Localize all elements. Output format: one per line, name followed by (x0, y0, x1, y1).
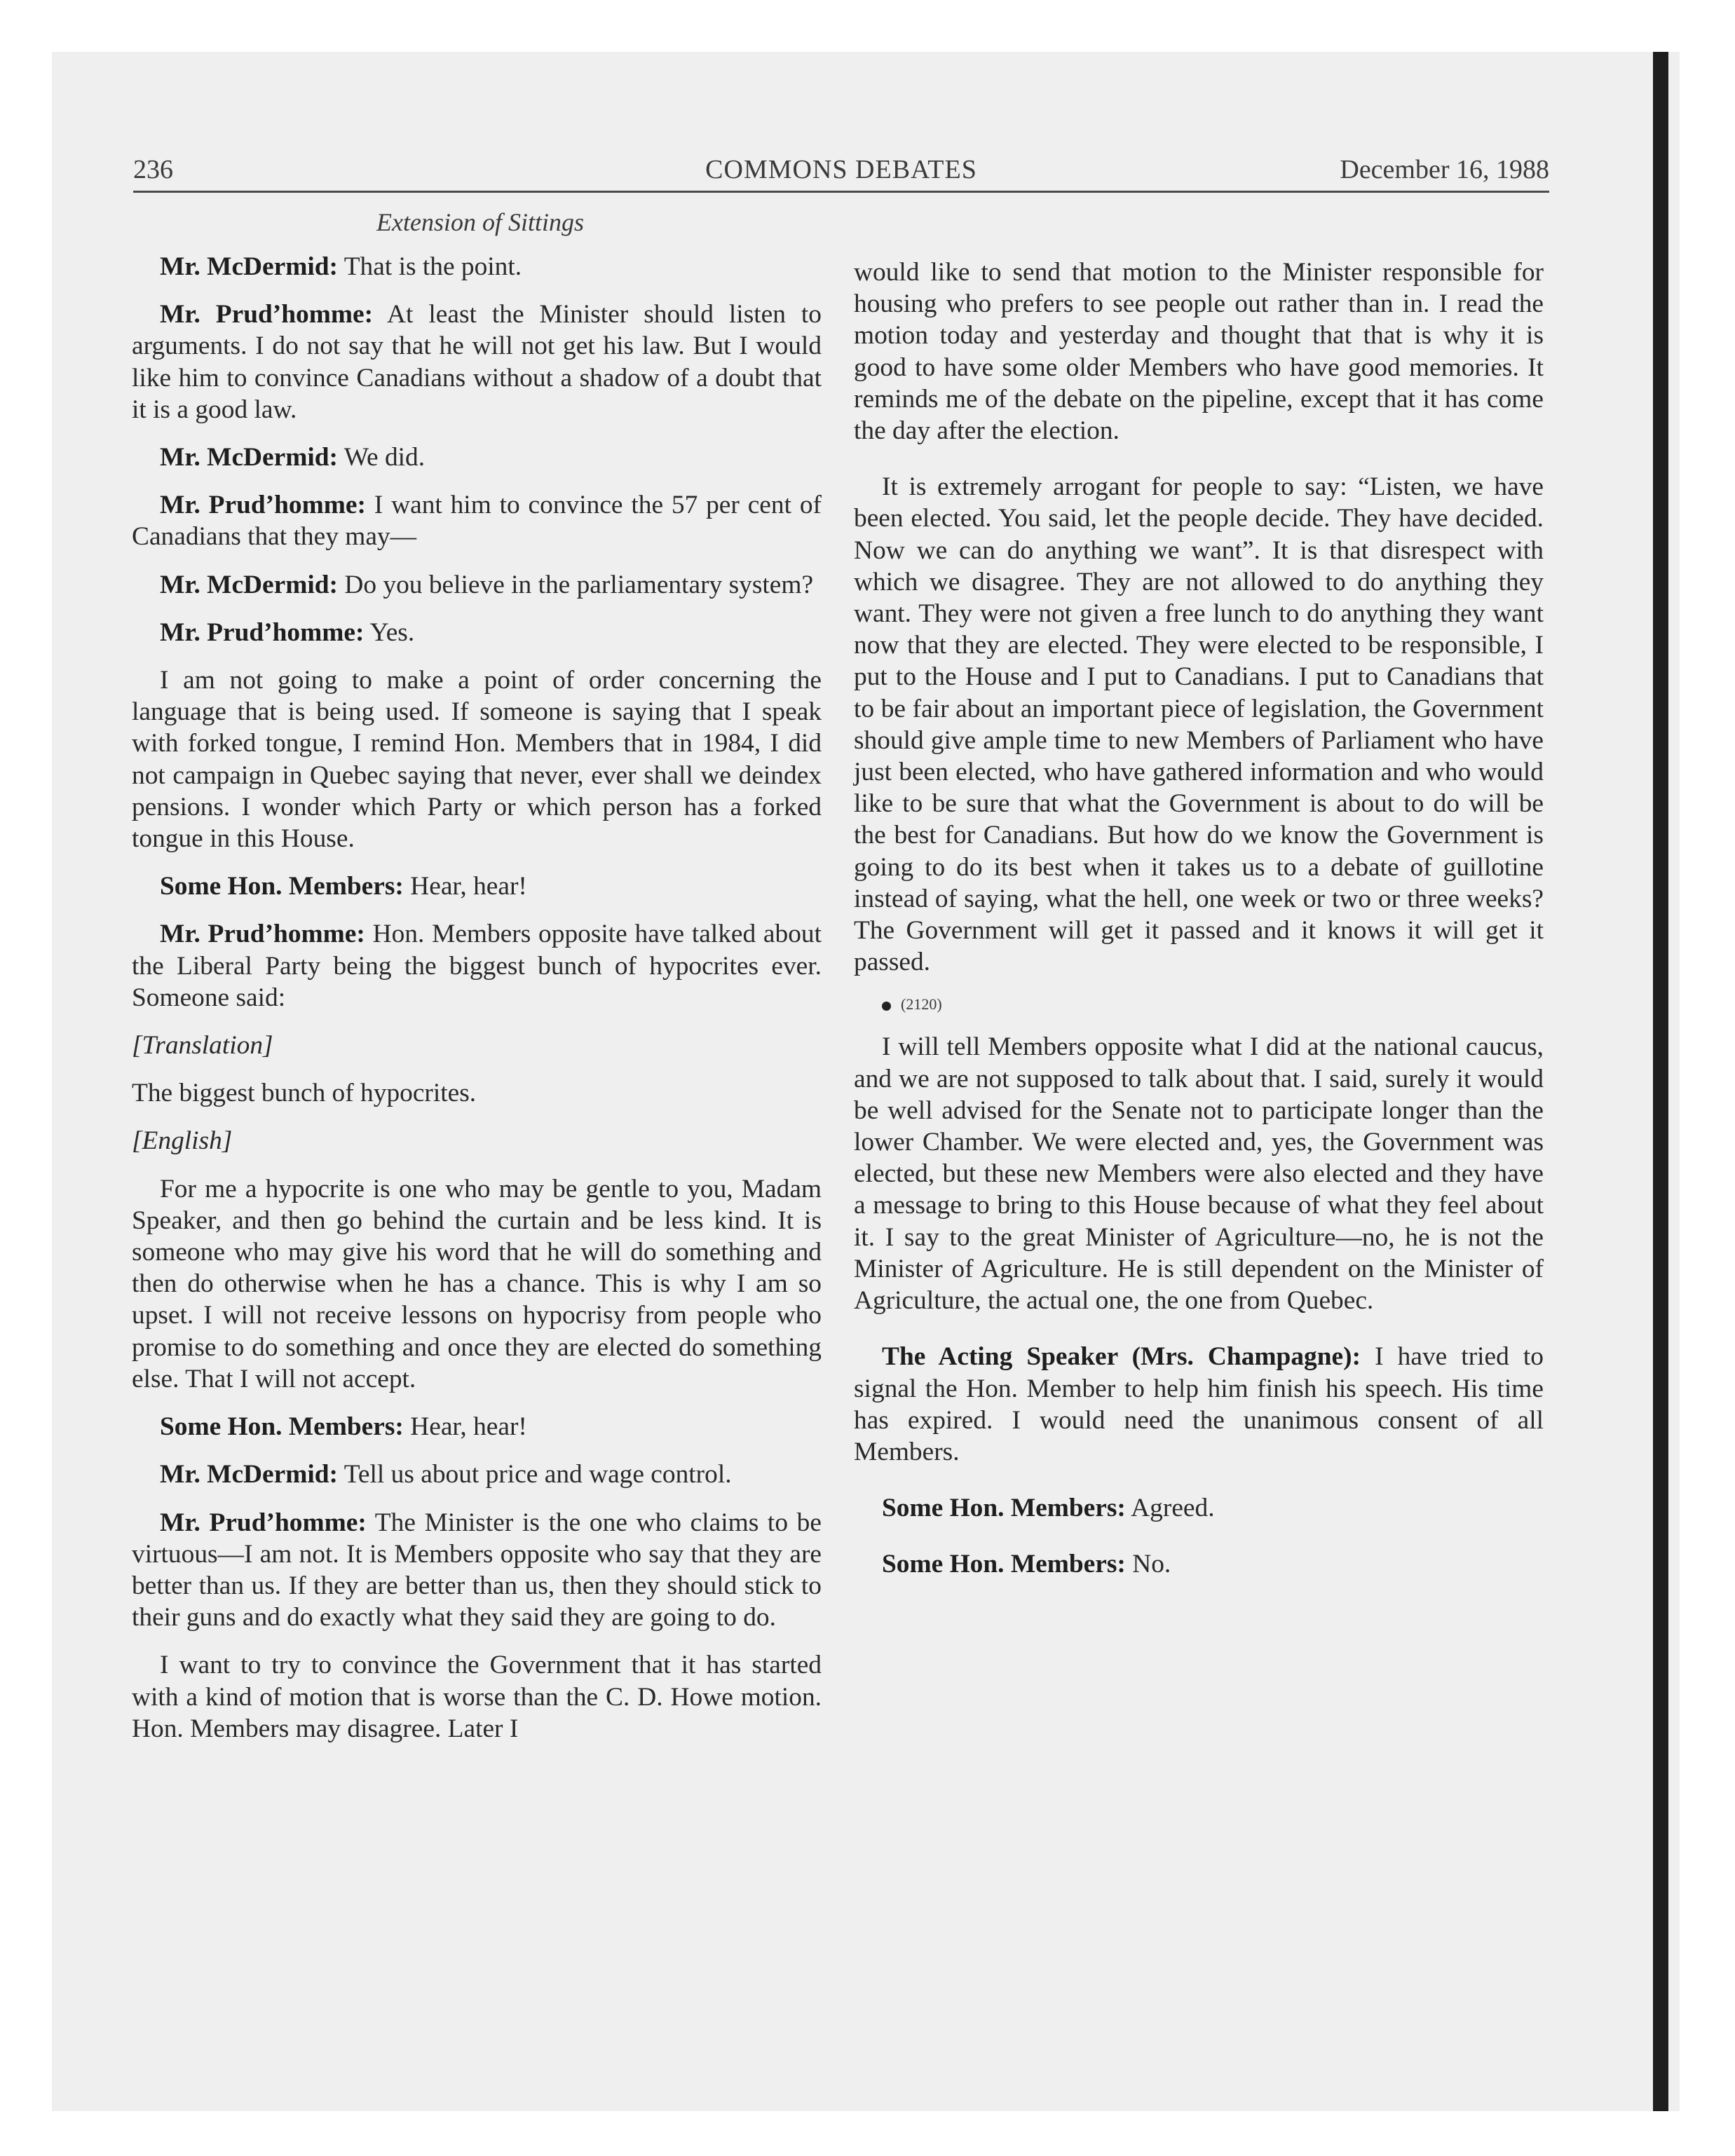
paragraph (132, 871, 822, 902)
paragraph (132, 569, 822, 601)
right-column (854, 257, 1544, 1597)
speech-text: Do you believe in the parliamentary system? (344, 570, 814, 599)
paragraph (854, 1031, 1544, 1316)
paragraph (132, 1459, 822, 1490)
page-number: 236 (133, 155, 173, 184)
speaker-name: Mr. Prud’homme: (160, 1508, 367, 1537)
speech-text: At least the Minister should listen to arguments. I do not say that he will not get his law. But I would like him to convince Canadians without a shadow of a doubt that it is a good law. (132, 300, 822, 424)
language-tag: [English] (132, 1126, 233, 1156)
speech-text: It is extremely arrogant for people to say: “Listen, we have been elected. You said, let the people decide. They have decided. Now we can do anything we want”. It is that disrespect with which we disagree. They are not allowed to do anything they want. They were not given a free lunch to do anything they want now that they are elected. They were elected to be responsible, I put to the House and I put to Canadians. I put to Canadians that to be fair about an important piece of legislation, the Government should give ample time to new Members of Parliament who have just been elected, who have gathered information and who would like to be sure that what the Government is about to do will be the best for Canadians. But how do we know the Government is going to do its best when it takes us to a debate of guillotine instead of saying, what the hell, one week or two or three weeks? The Government will get it passed and it knows it will get it passed. (854, 472, 1544, 977)
speech-text: I am not going to make a point of order concerning the language that is being used. If someone is saying that I speak with forked tongue, I remind Hon. Members that in 1984, I did not campaign in Quebec saying that never, ever shall we deindex pensions. I wonder which Party or which person has a forked tongue in this House. (132, 666, 822, 854)
speech-text: Hon. Members opposite have talked about the Liberal Party being the biggest bunch of hypocrites ever. Someone said: (132, 920, 822, 1012)
running-header (133, 154, 1549, 189)
paragraph (132, 1411, 822, 1442)
speech-text: For me a hypocrite is one who may be gentle to you, Madam Speaker, and then go behind the curtain and be less kind. It is someone who may give his word that he will do something and then do otherwise when he has a chance. This is why I am so upset. I will not receive lessons on hypocrisy from people who promise to do something and once they are elected do something else. That I will not accept. (132, 1174, 822, 1393)
speech-text: Hear, hear! (410, 872, 527, 901)
paragraph: would like to send that motion to the Minister responsible for housing who prefers to see people out rather than in. I read the motion today and yesterday and thought that that is why it is good to have some older Members who have good memories. It reminds me of the debate on the pipeline, except that it has come the day after the election. (854, 258, 1544, 446)
speaker-name: Mr. McDermid: (160, 443, 339, 472)
speech-text: The Minister is the one who claims to be virtuous—I am not. It is Members opposite who say that they are better than us. If they are better than us, then they should stick to their guns and do exactly what they said they are going to do. (132, 1508, 822, 1632)
paragraph (132, 918, 822, 1014)
paragraph (132, 442, 822, 473)
left-column (132, 251, 822, 1761)
paragraph (132, 251, 822, 282)
time-stamp: (2120) (901, 995, 942, 1014)
speech-text: We did. (343, 443, 426, 472)
speech-text: That is the point. (343, 252, 522, 281)
paragraph (132, 299, 822, 425)
quoted-line: The biggest bunch of hypocrites. (132, 1079, 477, 1108)
speech-text: I want to try to convince the Government that it has started with a kind of motion that is worse than the C. D. Howe motion. Hon. Members may disagree. Later I (132, 1651, 822, 1743)
bullet-dot-icon (882, 1002, 891, 1011)
speech-text: Hear, hear! (410, 1412, 527, 1442)
paragraph (132, 664, 822, 854)
section-title: Extension of Sittings (376, 208, 584, 236)
speech-text: Yes. (369, 618, 415, 647)
speaker-name: Some Hon. Members: (882, 1494, 1126, 1523)
paragraph (132, 617, 822, 648)
speaker-name: Some Hon. Members: (882, 1550, 1126, 1579)
publication-title: COMMONS DEBATES (705, 155, 977, 184)
speaker-name: Mr. McDermid: (160, 252, 339, 281)
paragraph (854, 1492, 1544, 1524)
speaker-name: Mr. McDermid: (160, 1460, 339, 1489)
paragraph (132, 1649, 822, 1745)
paragraph (132, 1507, 822, 1634)
time-marker (854, 994, 1544, 1015)
paragraph (854, 1341, 1544, 1468)
speaker-name: Mr. Prud’homme: (160, 618, 365, 647)
header-date: December 16, 1988 (1340, 155, 1549, 184)
speaker-name: Some Hon. Members: (160, 872, 404, 901)
speech-text: Agreed. (1131, 1494, 1215, 1523)
speech-text: I have tried to signal the Hon. Member to help him finish his speech. His time has expired. I would need the unanimous consent of all Members. (854, 1342, 1544, 1466)
speech-text: I will tell Members opposite what I did at the national caucus, and we are not supposed to talk about that. I said, surely it would be well advised for the Senate not to participate longer than the lower Chamber. We were elected and, yes, the Government was elected, but these new Members were also elected and they have a message to bring to this House because of what they feel about it. I say to the great Minister of Agriculture—no, he is not the Minister of Agriculture. He is still dependent on the Minister of Agriculture, the actual one, the one from Quebec. (854, 1032, 1544, 1316)
paragraph (132, 1173, 822, 1395)
language-tag: [Translation] (132, 1031, 273, 1060)
paragraph (854, 1548, 1544, 1580)
speech-text: Tell us about price and wage control. (343, 1460, 732, 1489)
paragraph (854, 471, 1544, 978)
paragraph (132, 489, 822, 552)
speech-text: I want him to convince the 57 per cent of Canadians that they may— (132, 491, 822, 552)
speech-text: No. (1132, 1550, 1171, 1579)
speaker-name: Mr. Prud’homme: (160, 300, 374, 329)
header-rule (133, 191, 1549, 193)
speaker-name: Some Hon. Members: (160, 1412, 404, 1442)
speaker-name: Mr. Prud’homme: (160, 920, 365, 949)
scan-edge-border (1653, 52, 1668, 2111)
speaker-name: Mr. McDermid: (160, 570, 339, 599)
speaker-name: The Acting Speaker (Mrs. Champagne): (882, 1342, 1361, 1372)
speaker-name: Mr. Prud’homme: (160, 491, 366, 520)
